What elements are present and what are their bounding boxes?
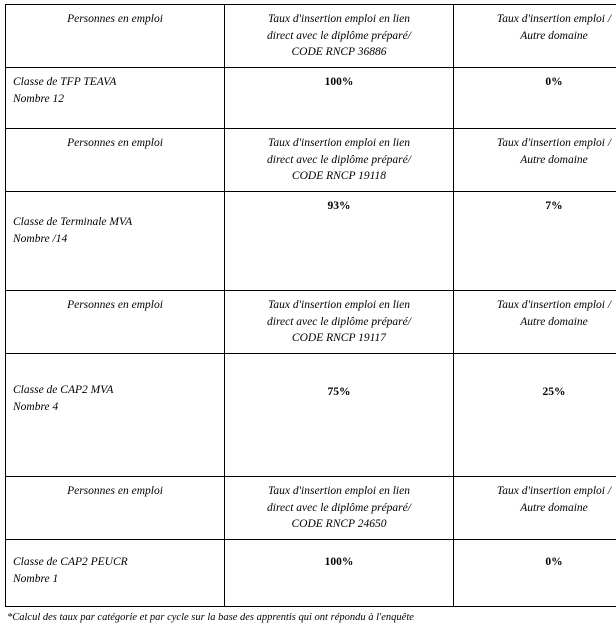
header-text-code-rncp: CODE RNCP 36886 (232, 44, 446, 61)
header-text: Personnes en emploi (13, 297, 217, 314)
direct-insertion-rate (225, 68, 454, 129)
header-text-line2: Autre domaine (461, 152, 616, 169)
header-cell-personnes-emploi (6, 477, 225, 540)
insertion-results-table (5, 4, 616, 607)
class-name: Classe de CAP2 PEUCR (13, 554, 217, 571)
other-insertion-rate (454, 68, 616, 129)
table-row-header (6, 477, 616, 540)
header-text-line2: direct avec le diplôme préparé/ (232, 314, 446, 331)
header-cell-taux-autre (454, 477, 616, 540)
header-text-line2: Autre domaine (461, 28, 616, 45)
header-text-line2: direct avec le diplôme préparé/ (232, 152, 446, 169)
table-row-data (6, 68, 616, 129)
header-text-line2: Autre domaine (461, 314, 616, 331)
class-label-cell (6, 354, 225, 477)
percentage-value: 0% (461, 74, 616, 91)
header-text-code-rncp: CODE RNCP 19117 (232, 330, 446, 347)
percentage-value: 25% (461, 384, 616, 401)
header-text-line1: Taux d'insertion emploi / (461, 11, 616, 28)
percentage-value: 0% (461, 554, 616, 571)
table-row-header (6, 129, 616, 192)
direct-insertion-rate (225, 192, 454, 291)
header-text-line1: Taux d'insertion emploi en lien (232, 11, 446, 28)
other-insertion-rate (454, 540, 616, 607)
other-insertion-rate (454, 354, 616, 477)
table-row-data (6, 540, 616, 607)
header-text-line2: Autre domaine (461, 500, 616, 517)
other-insertion-rate (454, 192, 616, 291)
header-text-line1: Taux d'insertion emploi / (461, 483, 616, 500)
header-text-code-rncp: CODE RNCP 19118 (232, 168, 446, 185)
header-text-line1: Taux d'insertion emploi / (461, 297, 616, 314)
class-count: Nombre /14 (13, 231, 217, 248)
header-cell-personnes-emploi (6, 291, 225, 354)
header-cell-personnes-emploi (6, 5, 225, 68)
class-count: Nombre 12 (13, 91, 217, 108)
header-text: Personnes en emploi (13, 135, 217, 152)
header-text-line1: Taux d'insertion emploi en lien (232, 135, 446, 152)
header-text-line2: direct avec le diplôme préparé/ (232, 500, 446, 517)
class-label-cell (6, 68, 225, 129)
percentage-value: 75% (232, 384, 446, 401)
percentage-value: 100% (232, 554, 446, 571)
class-count: Nombre 1 (13, 571, 217, 588)
header-cell-taux-autre (454, 291, 616, 354)
table-row-data (6, 192, 616, 291)
percentage-value: 100% (232, 74, 446, 91)
class-name: Classe de Terminale MVA (13, 214, 217, 231)
table-row-header (6, 291, 616, 354)
class-name: Classe de CAP2 MVA (13, 382, 217, 399)
direct-insertion-rate (225, 354, 454, 477)
table-row-data (6, 354, 616, 477)
header-cell-taux-direct (225, 5, 454, 68)
table-row-header (6, 5, 616, 68)
footnote-text: *Calcul des taux par catégorie et par cycle sur la base des apprentis qui ont répondu à l'enquête (5, 612, 611, 623)
percentage-value: 93% (232, 198, 446, 215)
header-text-line1: Taux d'insertion emploi en lien (232, 297, 446, 314)
percentage-value: 7% (461, 198, 616, 215)
direct-insertion-rate (225, 540, 454, 607)
class-label-cell (6, 540, 225, 607)
class-name: Classe de TFP TEAVA (13, 74, 217, 91)
header-cell-taux-autre (454, 5, 616, 68)
header-text-code-rncp: CODE RNCP 24650 (232, 516, 446, 533)
header-text-line1: Taux d'insertion emploi / (461, 135, 616, 152)
header-cell-taux-autre (454, 129, 616, 192)
header-cell-taux-direct (225, 477, 454, 540)
header-cell-taux-direct (225, 129, 454, 192)
header-text-line2: direct avec le diplôme préparé/ (232, 28, 446, 45)
header-cell-personnes-emploi (6, 129, 225, 192)
class-count: Nombre 4 (13, 399, 217, 416)
header-text: Personnes en emploi (13, 11, 217, 28)
header-text-line1: Taux d'insertion emploi en lien (232, 483, 446, 500)
header-cell-taux-direct (225, 291, 454, 354)
class-label-cell (6, 192, 225, 291)
header-text: Personnes en emploi (13, 483, 217, 500)
